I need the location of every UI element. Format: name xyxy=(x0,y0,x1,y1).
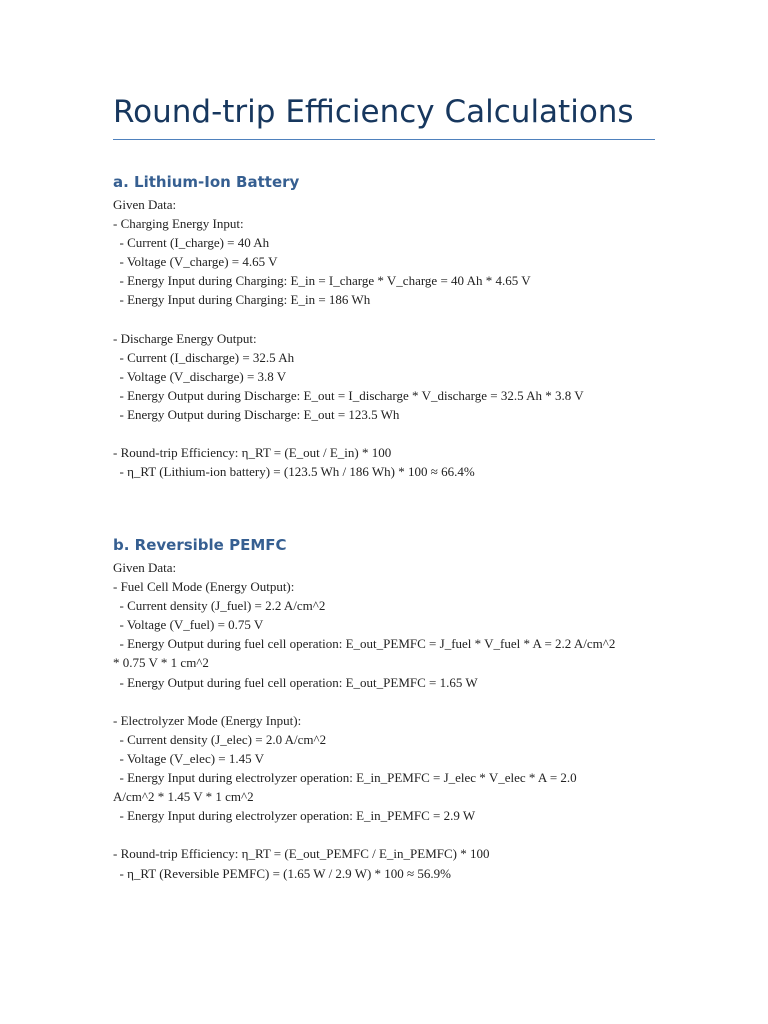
text-line: - Energy Output during Discharge: E_out = 123.5 Wh xyxy=(113,407,400,423)
section-body-lithium-ion-battery xyxy=(113,195,673,481)
text-line: - Energy Input during electrolyzer operation: E_in_PEMFC = 2.9 W xyxy=(113,808,476,824)
text-line: - Energy Input during Charging: E_in = 186 Wh xyxy=(113,292,371,308)
text-line: - Electrolyzer Mode (Energy Input): xyxy=(113,712,302,728)
title-underline xyxy=(113,139,655,140)
text-line: - Voltage (V_charge) = 4.65 V xyxy=(113,254,278,270)
text-line: - Voltage (V_discharge) = 3.8 V xyxy=(113,368,287,384)
text-line: Given Data: xyxy=(113,197,177,212)
section-heading-lithium-ion-battery: a. Lithium-Ion Battery xyxy=(113,173,300,191)
document-title: Round-trip Efficiency Calculations xyxy=(113,94,634,130)
text-line: - Current density (J_elec) = 2.0 A/cm^2 xyxy=(113,731,327,747)
text-line: - Fuel Cell Mode (Energy Output): xyxy=(113,579,295,595)
text-line: - Current density (J_fuel) = 2.2 A/cm^2 xyxy=(113,598,326,614)
text-line: - Round-trip Efficiency: η_RT = (E_out / E_in) * 100 xyxy=(113,445,392,461)
text-line: - Energy Output during fuel cell operation: E_out_PEMFC = J_fuel * V_fuel * A = 2.2 A/cm^2 xyxy=(113,636,616,652)
text-line: - Voltage (V_fuel) = 0.75 V xyxy=(113,617,264,633)
text-line: - η_RT (Reversible PEMFC) = (1.65 W / 2.9 W) * 100 ≈ 56.9% xyxy=(113,865,452,881)
text-line: - Voltage (V_elec) = 1.45 V xyxy=(113,750,265,766)
section-heading-reversible-pemfc: b. Reversible PEMFC xyxy=(113,536,287,554)
text-line: * 0.75 V * 1 cm^2 xyxy=(113,655,209,671)
text-line: - Charging Energy Input: xyxy=(113,216,244,232)
text-line: - Current (I_discharge) = 32.5 Ah xyxy=(113,349,295,365)
text-line: - Current (I_charge) = 40 Ah xyxy=(113,235,270,251)
text-line: - Energy Output during fuel cell operation: E_out_PEMFC = 1.65 W xyxy=(113,674,478,690)
text-line: - Round-trip Efficiency: η_RT = (E_out_PEMFC / E_in_PEMFC) * 100 xyxy=(113,846,490,862)
blank-line xyxy=(113,310,673,329)
text-line: - Discharge Energy Output: xyxy=(113,330,257,346)
text-line: - Energy Output during Discharge: E_out = I_discharge * V_discharge = 32.5 Ah * 3.8 V xyxy=(113,387,584,403)
section-body-reversible-pemfc xyxy=(113,558,673,883)
text-line: - Energy Input during electrolyzer operation: E_in_PEMFC = J_elec * V_elec * A = 2.0 xyxy=(113,770,577,786)
blank-line xyxy=(113,692,673,711)
text-line: Given Data: xyxy=(113,560,177,575)
blank-line xyxy=(113,424,673,443)
text-line: - η_RT (Lithium-ion battery) = (123.5 Wh / 186 Wh) * 100 ≈ 66.4% xyxy=(113,464,475,480)
text-line: - Energy Input during Charging: E_in = I_charge * V_charge = 40 Ah * 4.65 V xyxy=(113,273,531,289)
text-line: A/cm^2 * 1.45 V * 1 cm^2 xyxy=(113,789,254,805)
blank-line xyxy=(113,825,673,844)
